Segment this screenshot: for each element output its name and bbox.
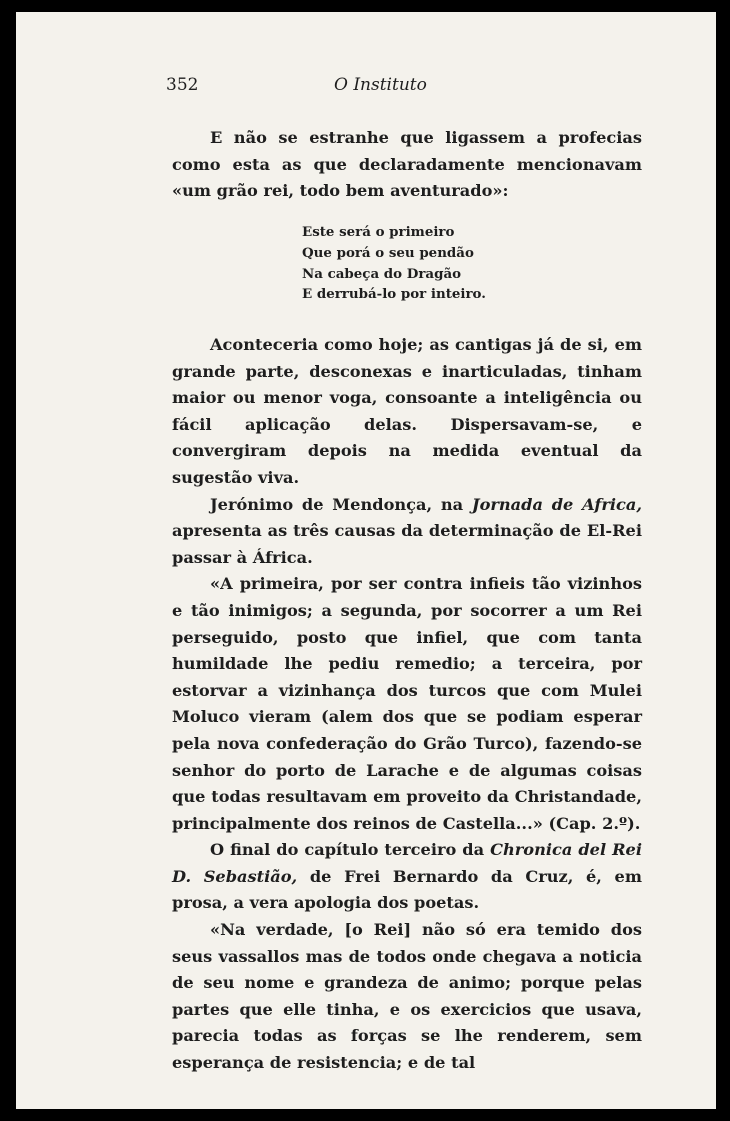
paragraph-chronica — [172, 837, 642, 917]
intro-paragraph: E não se estranhe que ligassem a profecias como esta as que declaradamente mencionavam «um grão rei, todo bem aventurado»: — [172, 128, 642, 201]
text-run: apresenta as três causas da determinação de El-Rei passar à África. — [172, 521, 642, 567]
text-run: Jerónimo de Mendonça, na — [210, 494, 472, 514]
page-header — [166, 75, 646, 99]
verse-line: Na cabeça do Dragão — [302, 265, 462, 282]
book-title-italic: Jornada de Africa, — [471, 494, 642, 514]
running-title: O Instituto — [334, 75, 427, 95]
verse-block — [302, 222, 486, 305]
intro-block — [172, 125, 642, 205]
text-run: de Frei Bernardo da Cruz, é, em prosa, a vera apologia dos poetas. — [172, 866, 642, 913]
paragraph-cantigas: Aconteceria como hoje; as cantigas já de si, em grande parte, desconexas e inarticuladas, tinham maior ou menor voga, consoante a inteligência ou fácil aplicação delas. Dispersavam-se, e convergiram depois na medida eventual da sugestão viva. — [172, 335, 642, 487]
paragraph-mendonca — [172, 492, 642, 572]
book-page — [16, 12, 716, 1109]
paragraph-quote-causes: «A primeira, por ser contra infieis tão vizinhos e tão inimigos; a segunda, por socorrer a um Rei perseguido, posto que infiel, que com tanta humildade lhe pediu remedio; a terceira, por estorvar a vizinhança dos turcos que com Mulei Moluco vieram (alem dos que se podiam esperar pela nova confederação do Grão Turco), fazendo-se senhor do porto de Larache e de algumas coisas que todas resultavam em proveito da Christandade, principalmente dos reinos de Castella...» (Cap. 2.º). — [172, 574, 642, 833]
verse-line: E derrubá-lo por inteiro. — [302, 286, 486, 303]
text-run: O final do capítulo terceiro da — [210, 840, 491, 860]
paragraph-quote-rei: «Na verdade, [o Rei] não só era temido dos seus vassallos mas de todos onde chegava a noticia de seu nome e grandeza de animo; porque pelas partes que elle tinha, e os exercicios que usava, parecia todas as forças se lhe renderem, sem esperança de resistencia; e de tal — [172, 920, 642, 1073]
verse-line: Este será o primeiro — [302, 224, 455, 240]
verse-line: Que porá o seu pendão — [302, 244, 474, 261]
body-text — [172, 332, 642, 1077]
page-number: 352 — [166, 75, 199, 95]
book-title-italic: Chronica del Rei D. Sebastião, — [172, 840, 642, 886]
